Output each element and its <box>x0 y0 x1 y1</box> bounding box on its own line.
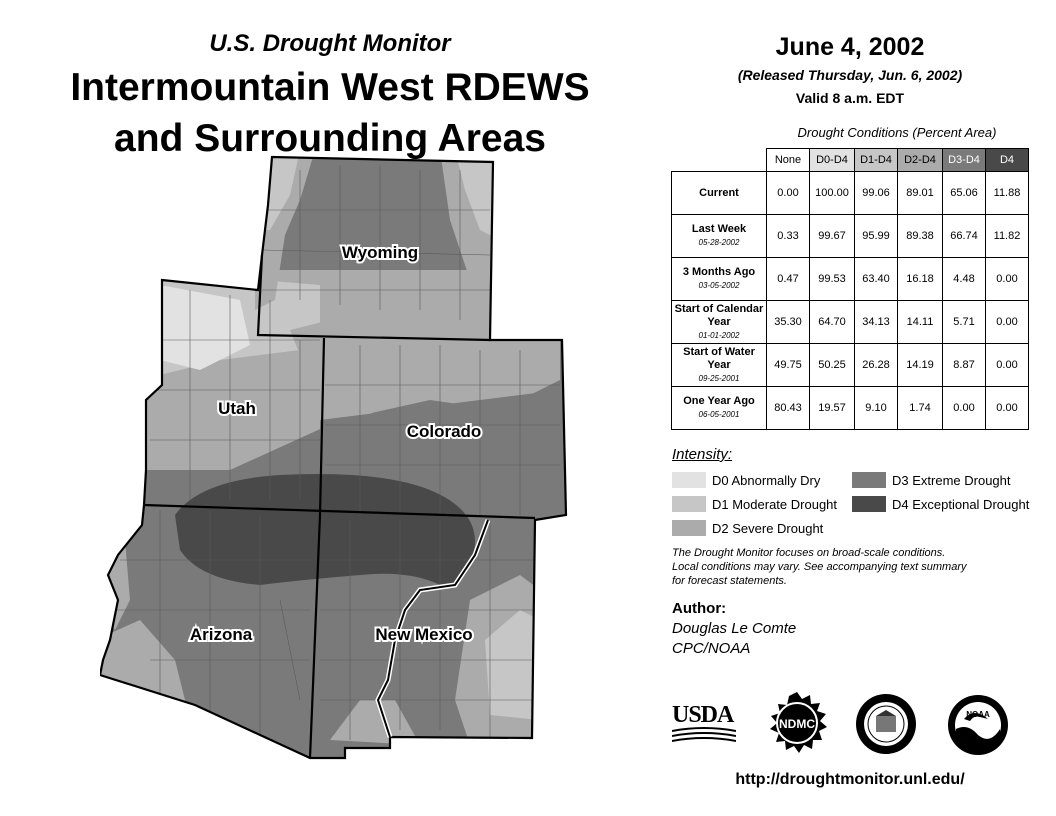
row-label: Start of Water Year <box>683 345 755 371</box>
map-date: June 4, 2002 <box>775 33 925 61</box>
table-cell: 89.38 <box>898 215 943 258</box>
table-row <box>672 215 1029 258</box>
table-cell: 65.06 <box>943 172 986 215</box>
drought-shading <box>100 150 580 770</box>
table-cell: 9.10 <box>855 387 898 430</box>
author-organization: CPC/NOAA <box>672 640 751 657</box>
row-header <box>672 215 767 258</box>
table-cell: 0.00 <box>986 344 1029 387</box>
state-label-colorado: Colorado <box>406 422 482 441</box>
author-label: Author: <box>672 600 727 617</box>
table-cell: 80.43 <box>767 387 810 430</box>
table-cell: 95.99 <box>855 215 898 258</box>
release-date: (Released Thursday, Jun. 6, 2002) <box>737 67 963 83</box>
row-header <box>672 301 767 344</box>
state-label-arizona: Arizona <box>189 625 253 644</box>
table-cell: 99.53 <box>810 258 855 301</box>
commerce-seal <box>854 692 918 756</box>
legend-swatch <box>852 472 886 488</box>
legend-item-d3 <box>852 472 1011 488</box>
state-label-wyoming: Wyoming <box>341 243 419 262</box>
table-cell: 99.06 <box>855 172 898 215</box>
noaa-logo <box>946 693 1010 757</box>
table-cell: 0.00 <box>986 258 1029 301</box>
table-cell: 0.00 <box>767 172 810 215</box>
row-date: 05-28-2002 <box>698 238 740 247</box>
row-date: 06-05-2001 <box>698 410 740 419</box>
legend-swatch <box>672 496 706 512</box>
legend-label: D4 Exceptional Drought <box>892 496 1030 512</box>
drought-map <box>100 150 600 770</box>
drought-conditions-table <box>671 148 1029 430</box>
column-header: D2-D4 <box>898 149 943 172</box>
legend-label: D3 Extreme Drought <box>892 472 1011 488</box>
table-cell: 14.19 <box>898 344 943 387</box>
legend-item-d0 <box>672 472 820 488</box>
row-header <box>672 344 767 387</box>
legend-label: D2 Severe Drought <box>712 520 824 536</box>
table-row <box>672 172 1029 215</box>
table-cell: 14.11 <box>898 301 943 344</box>
usda-wave-icon <box>672 727 736 745</box>
note-line: Local conditions may vary. See accompanying text summary <box>672 561 967 573</box>
column-header: D1-D4 <box>855 149 898 172</box>
table-cell: 50.25 <box>810 344 855 387</box>
legend-swatch <box>852 496 886 512</box>
row-header <box>672 172 767 215</box>
table-cell: 0.33 <box>767 215 810 258</box>
note-line: The Drought Monitor focuses on broad-scale conditions. <box>672 547 946 559</box>
legend-item-d4 <box>852 496 1029 512</box>
author-name: Douglas Le Comte <box>672 620 797 637</box>
column-header: D3-D4 <box>943 149 986 172</box>
legend-label: D0 Abnormally Dry <box>712 472 821 488</box>
table-cell: 0.00 <box>943 387 986 430</box>
table-cell: 89.01 <box>898 172 943 215</box>
disclaimer-note <box>672 546 1032 588</box>
row-header <box>672 387 767 430</box>
row-header <box>672 258 767 301</box>
table-cell: 66.74 <box>943 215 986 258</box>
table-cell: 0.00 <box>986 301 1029 344</box>
table-cell: 0.47 <box>767 258 810 301</box>
table-cell: 11.82 <box>986 215 1029 258</box>
map-title-line2: and Surrounding Areas <box>114 117 546 160</box>
table-cell: 11.88 <box>986 172 1029 215</box>
table-cell: 100.00 <box>810 172 855 215</box>
legend-swatch <box>672 520 706 536</box>
noaa-logo-text: NOAA <box>966 710 990 719</box>
row-label: Start of Calendar Year <box>674 302 764 328</box>
state-label-utah: Utah <box>218 399 256 418</box>
table-cell: 8.87 <box>943 344 986 387</box>
ndmc-logo-text: NDMC <box>779 717 815 731</box>
table-header-row <box>672 149 1029 172</box>
row-date: 09-25-2001 <box>698 373 740 383</box>
table-cell: 4.48 <box>943 258 986 301</box>
legend-item-d2 <box>672 520 823 536</box>
valid-time: Valid 8 a.m. EDT <box>795 90 905 106</box>
table-caption: Drought Conditions (Percent Area) <box>797 125 997 140</box>
table-cell: 34.13 <box>855 301 898 344</box>
table-cell: 16.18 <box>898 258 943 301</box>
column-header: D4 <box>986 149 1029 172</box>
row-date: 03-05-2002 <box>698 281 740 290</box>
website-link[interactable]: http://droughtmonitor.unl.edu/ <box>735 771 965 788</box>
table-cell: 64.70 <box>810 301 855 344</box>
legend-label: D1 Moderate Drought <box>712 496 838 512</box>
row-label: One Year Ago <box>683 395 755 407</box>
map-title-line1: Intermountain West RDEWS <box>70 66 590 109</box>
state-label-new-mexico: New Mexico <box>375 625 473 644</box>
table-cell: 35.30 <box>767 301 810 344</box>
row-label: Current <box>699 186 739 199</box>
table-cell: 5.71 <box>943 301 986 344</box>
table-cell: 49.75 <box>767 344 810 387</box>
table-row <box>672 344 1029 387</box>
legend-item-d1 <box>672 496 837 512</box>
usda-logo-text: USDA <box>672 702 734 728</box>
usda-logo <box>672 703 736 747</box>
table-cell: 1.74 <box>898 387 943 430</box>
table-row <box>672 387 1029 430</box>
table-cell: 99.67 <box>810 215 855 258</box>
table-cell: 63.40 <box>855 258 898 301</box>
row-date: 01-01-2002 <box>698 330 740 340</box>
column-header: D0-D4 <box>810 149 855 172</box>
table-row <box>672 258 1029 301</box>
legend-title: Intensity: <box>672 446 733 463</box>
table-cell: 0.00 <box>986 387 1029 430</box>
row-label: 3 Months Ago <box>682 266 756 278</box>
legend-swatch <box>672 472 706 488</box>
row-label: Last Week <box>691 223 747 235</box>
table-row <box>672 301 1029 344</box>
table-cell: 26.28 <box>855 344 898 387</box>
ndmc-logo <box>764 690 830 756</box>
product-name: U.S. Drought Monitor <box>209 30 451 57</box>
column-header: None <box>767 149 810 172</box>
note-line: for forecast statements. <box>672 575 787 587</box>
table-cell: 19.57 <box>810 387 855 430</box>
